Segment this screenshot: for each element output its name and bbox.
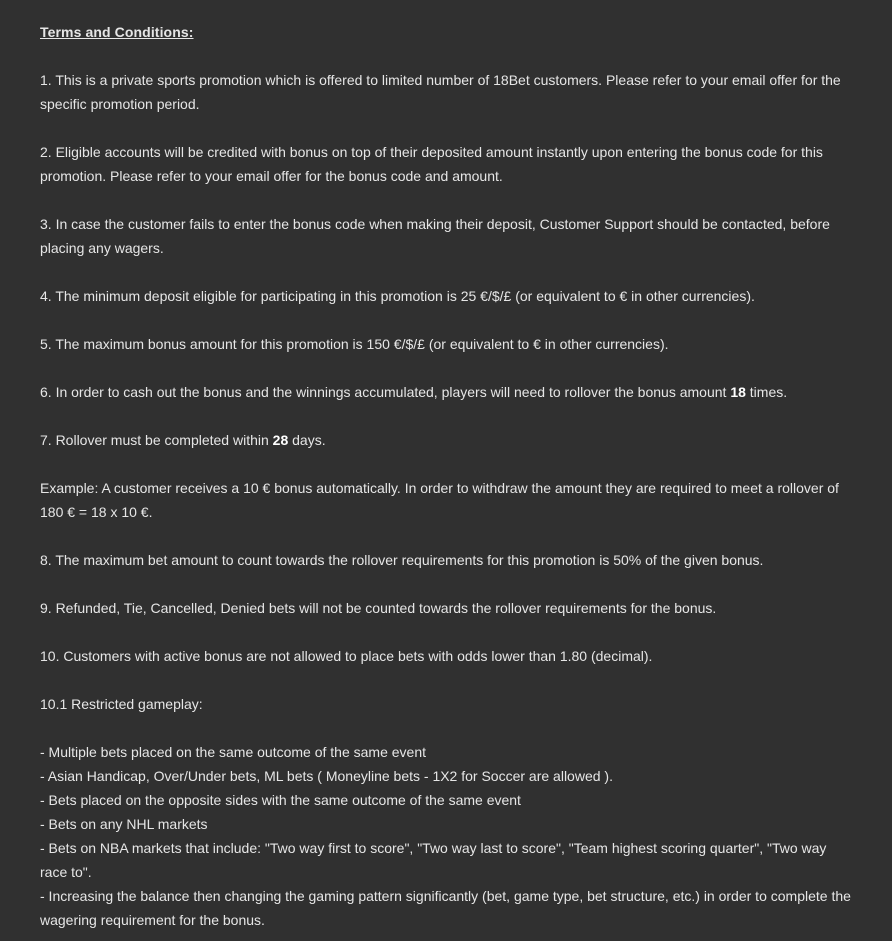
list-item: - Multiple bets placed on the same outcome of the same event <box>40 744 426 760</box>
term-6-suffix: times. <box>745 384 788 400</box>
term-5: 5. The maximum bonus amount for this promotion is 150 €/$/£ (or equivalent to € in other currencies). <box>40 336 669 352</box>
restricted-gameplay-list <box>40 740 852 932</box>
term-6 <box>40 380 852 404</box>
term-7-suffix: days. <box>288 432 326 448</box>
terms-title: Terms and Conditions: <box>40 24 194 40</box>
term-9: 9. Refunded, Tie, Cancelled, Denied bets will not be counted towards the rollover requirements for the bonus. <box>40 600 717 616</box>
list-item: - Bets placed on the opposite sides with the same outcome of the same event <box>40 792 521 808</box>
list-item: - Bets on NBA markets that include: "Two way first to score", "Two way last to score", "Team highest scoring quarter", "Two way race to". <box>40 840 827 880</box>
term-10-1-heading: 10.1 Restricted gameplay: <box>40 696 203 712</box>
term-2: 2. Eligible accounts will be credited with bonus on top of their deposited amount instantly upon entering the bonus code for this promotion. Please refer to your email offer for the bonus code and amount. <box>40 144 823 184</box>
list-item: - Asian Handicap, Over/Under bets, ML bets ( Moneyline bets - 1X2 for Soccer are allowed ). <box>40 768 613 784</box>
term-7-days: 28 <box>272 432 289 448</box>
rollover-example: Example: A customer receives a 10 € bonus automatically. In order to withdraw the amount they are required to meet a rollover of 180 € = 18 x 10 €. <box>40 480 839 520</box>
term-7 <box>40 428 852 452</box>
term-7-text: 7. Rollover must be completed within <box>40 432 273 448</box>
list-item: - Bets on any NHL markets <box>40 816 208 832</box>
term-3: 3. In case the customer fails to enter the bonus code when making their deposit, Customer Support should be contacted, before placing any wagers. <box>40 216 830 256</box>
term-6-rollover-times: 18 <box>730 384 746 400</box>
term-6-text: 6. In order to cash out the bonus and the winnings accumulated, players will need to rollover the bonus amount <box>40 384 731 400</box>
term-1: 1. This is a private sports promotion which is offered to limited number of 18Bet customers. Please refer to your email offer for the specific promotion period. <box>40 72 841 112</box>
list-item: - Increasing the balance then changing the gaming pattern significantly (bet, game type, bet structure, etc.) in order to complete the wagering requirement for the bonus. <box>40 888 851 928</box>
term-4: 4. The minimum deposit eligible for participating in this promotion is 25 €/$/£ (or equivalent to € in other currencies). <box>40 288 755 304</box>
term-8: 8. The maximum bet amount to count towards the rollover requirements for this promotion is 50% of the given bonus. <box>40 552 764 568</box>
term-10: 10. Customers with active bonus are not allowed to place bets with odds lower than 1.80 (decimal). <box>40 648 653 664</box>
